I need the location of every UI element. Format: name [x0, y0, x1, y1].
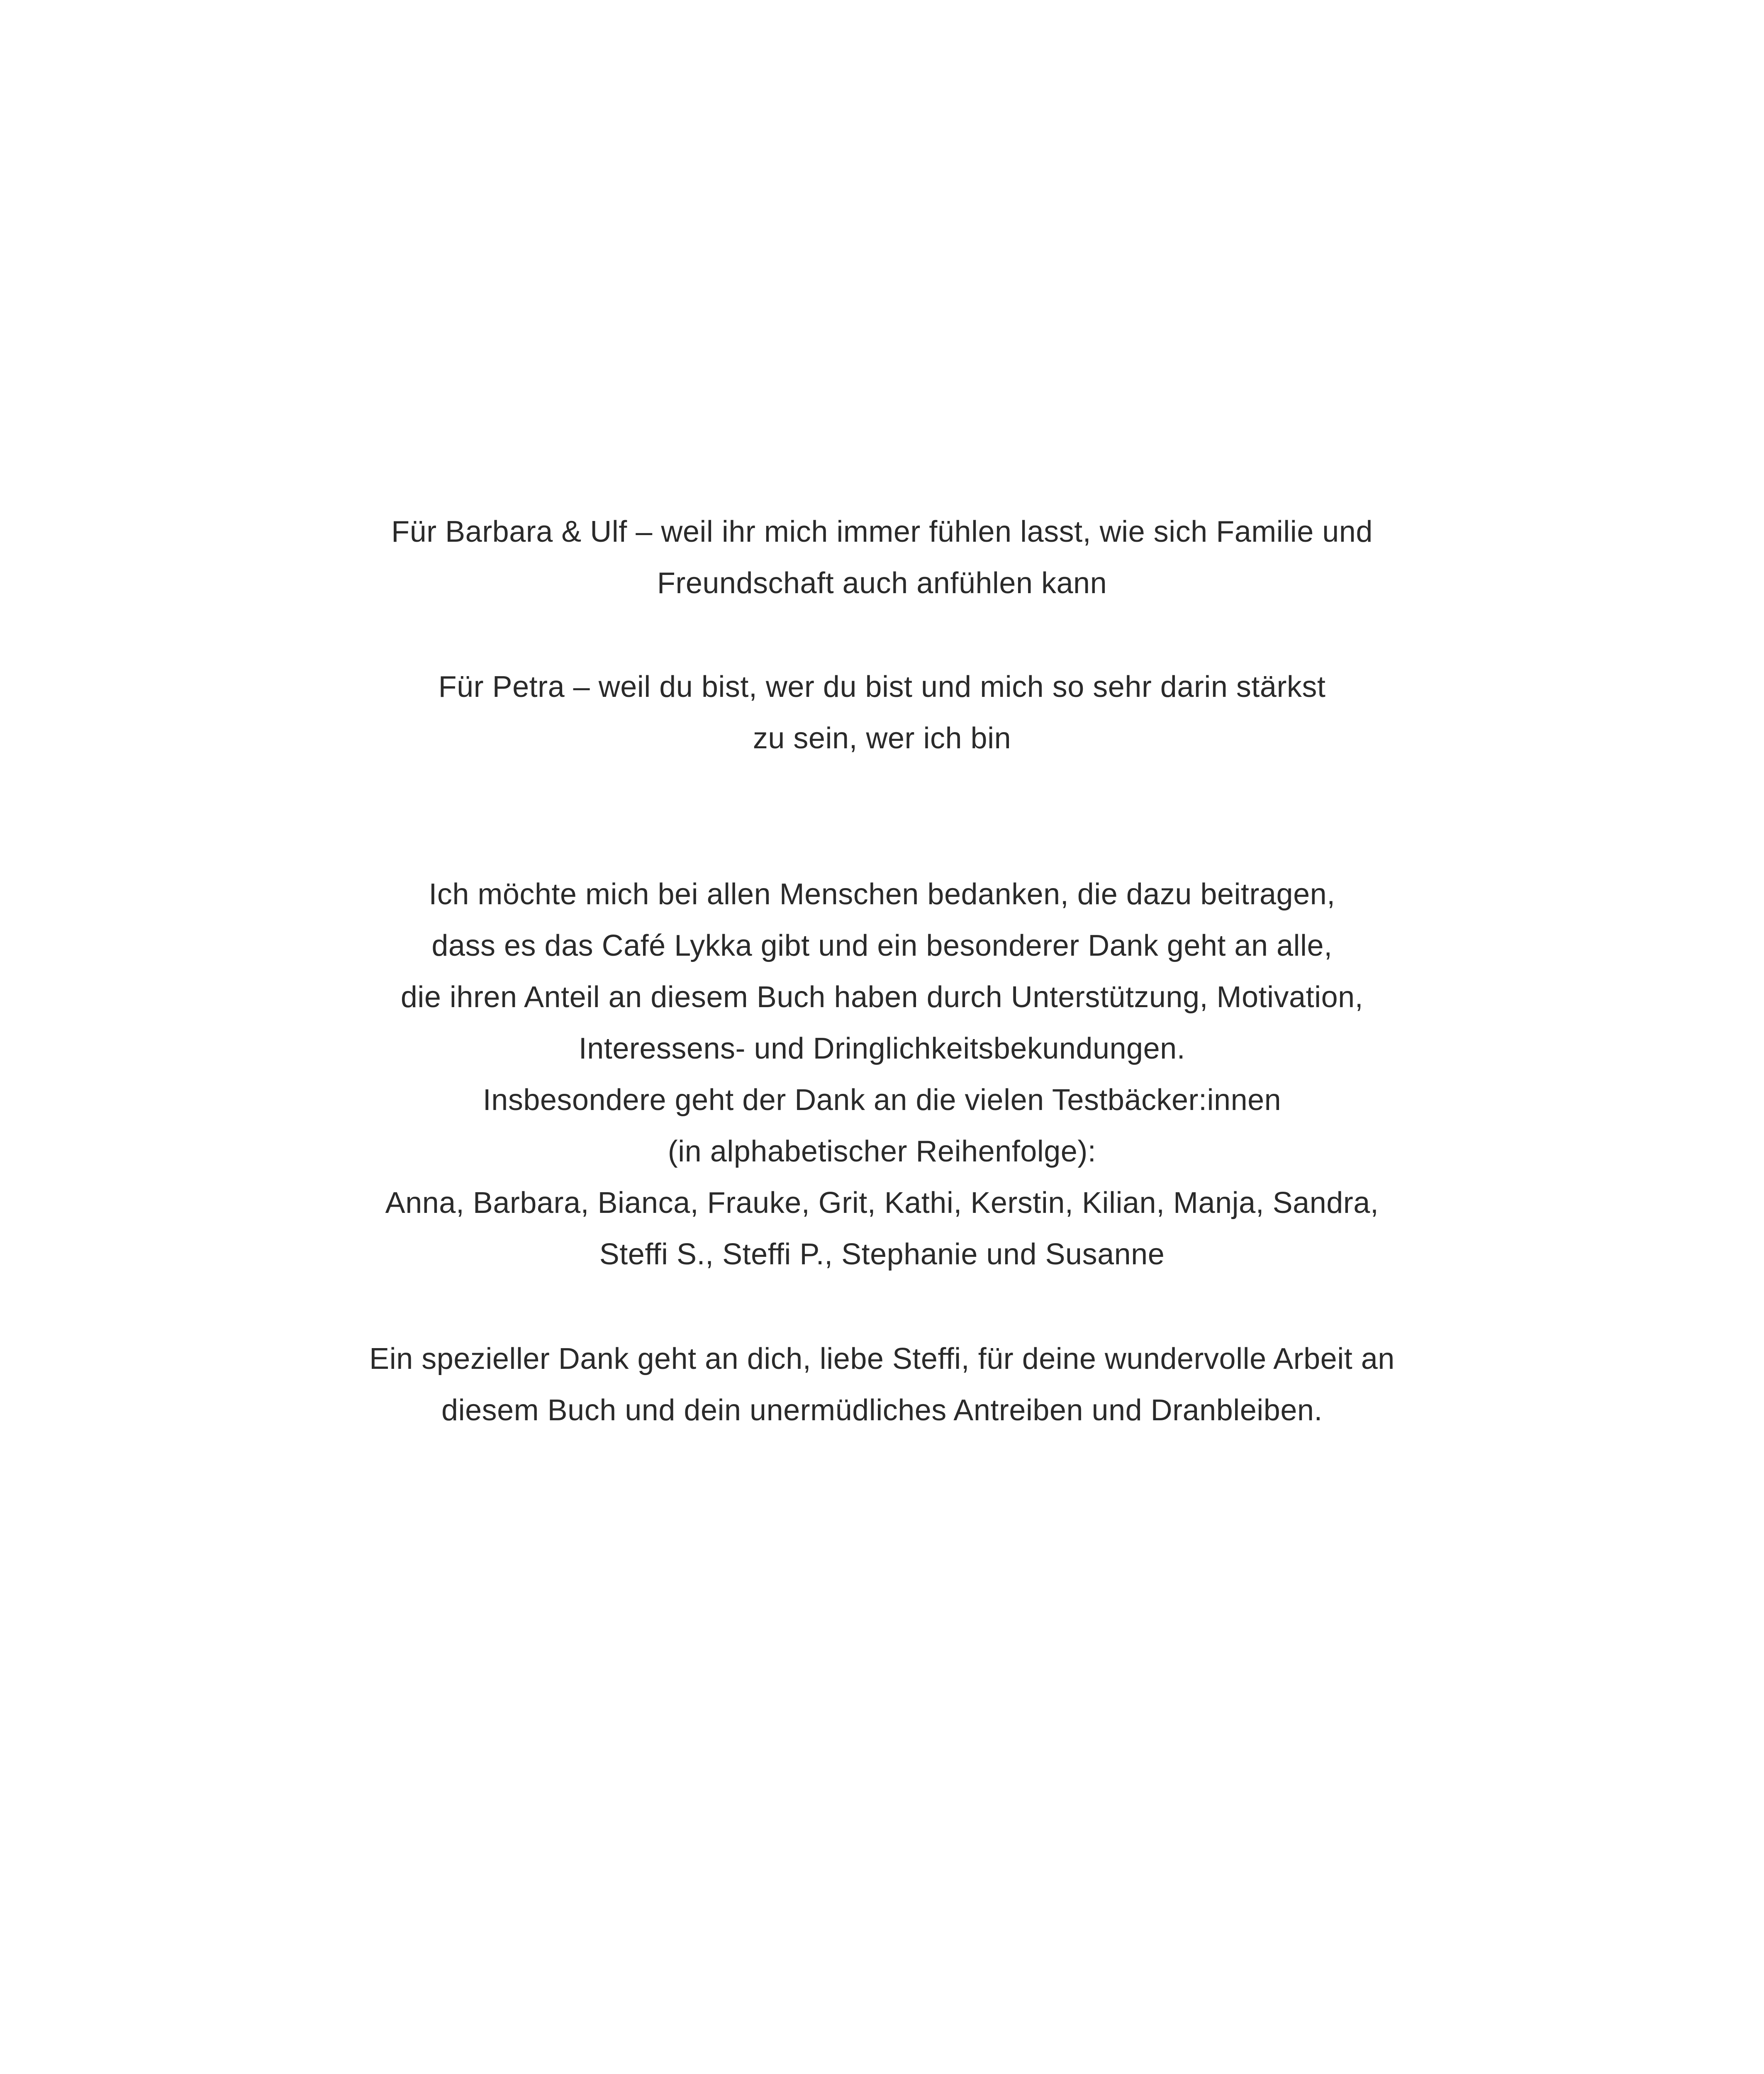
dedication-barbara-ulf [0, 506, 1764, 609]
dedication-petra [0, 661, 1764, 764]
tester-names-line: Steffi S., Steffi P., Stephanie und Susanne [599, 1238, 1165, 1271]
acknowledgement-line: (in alphabetischer Reihenfolge): [668, 1135, 1096, 1168]
acknowledgement-line: dass es das Café Lykka gibt und ein besonderer Dank geht an alle, [431, 929, 1333, 962]
acknowledgements-paragraph [0, 869, 1764, 1280]
dedication-line: zu sein, wer ich bin [753, 722, 1011, 755]
dedication-line: Freundschaft auch anfühlen kann [657, 567, 1107, 600]
dedication-line: Für Petra – weil du bist, wer du bist und mich so sehr darin stärkst [438, 670, 1326, 704]
dedication-line: Für Barbara & Ulf – weil ihr mich immer fühlen lasst, wie sich Familie und [391, 515, 1373, 548]
special-thanks-line: Ein spezieller Dank geht an dich, liebe Steffi, für deine wundervolle Arbeit an [369, 1342, 1395, 1375]
acknowledgement-line: die ihren Anteil an diesem Buch haben durch Unterstützung, Motivation, [400, 981, 1364, 1014]
special-thanks-paragraph [0, 1333, 1764, 1436]
special-thanks-line: diesem Buch und dein unermüdliches Antreiben und Dranbleiben. [441, 1394, 1323, 1427]
acknowledgement-line: Insbesondere geht der Dank an die vielen Testbäcker:innen [482, 1083, 1282, 1117]
acknowledgement-line: Interessens- und Dringlichkeitsbekundungen. [578, 1032, 1186, 1065]
tester-names-line: Anna, Barbara, Bianca, Frauke, Grit, Kathi, Kerstin, Kilian, Manja, Sandra, [385, 1186, 1379, 1220]
acknowledgement-line: Ich möchte mich bei allen Menschen bedanken, die dazu beitragen, [429, 878, 1335, 911]
